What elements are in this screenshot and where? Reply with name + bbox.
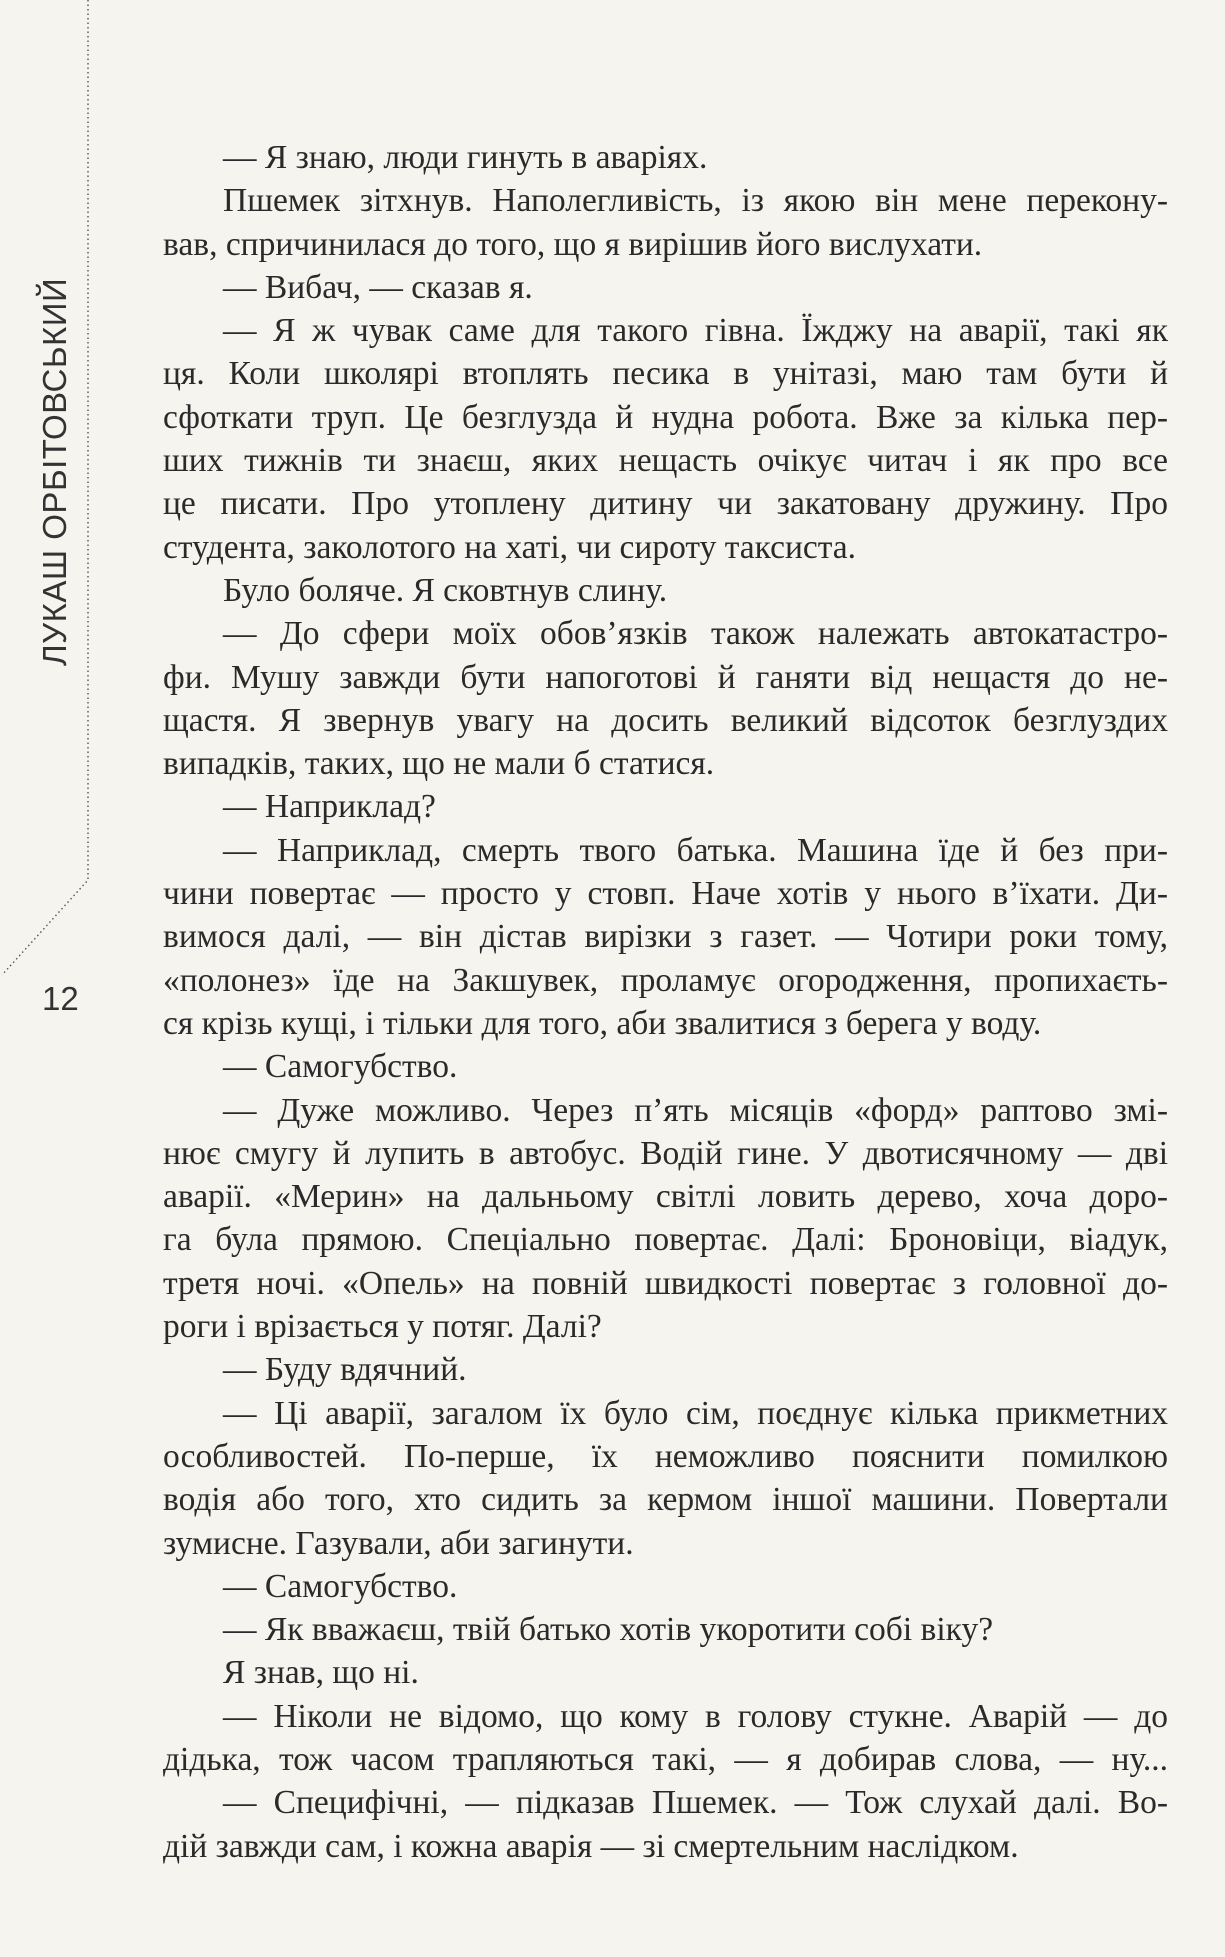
text-line: — Наприклад? — [223, 788, 436, 826]
text-line: аварії. «Мерин» на дальньому світлі ловить дерево, хоча доро- — [163, 1178, 1168, 1216]
text-line: щастя. Я звернув увагу на досить великий відсоток безглуздих — [163, 701, 1168, 739]
text-line: — Специфічні, — підказав Пшемек. — Тож слухай далі. Во- — [223, 1784, 1168, 1822]
text-line: це писати. Про утоплену дитину чи закатовану дружину. Про — [163, 485, 1168, 523]
text-line: нює смугу й лупить в автобус. Водій гине. У двотисячному — дві — [163, 1134, 1168, 1172]
text-line: — Я знаю, люди гинуть в аваріях. — [223, 139, 708, 176]
text-line: Пшемек зітхнув. Наполегливість, із якою він мене перекону- — [223, 182, 1168, 220]
text-line: — Ці аварії, загалом їх було сім, поєднує кілька прикметних — [223, 1394, 1168, 1432]
text-line: ших тижнів ти знаєш, яких нещасть очікує читач і як про все — [163, 442, 1168, 480]
text-line: — До сфери моїх обов’язків також належать автокатастро- — [223, 615, 1168, 653]
text-line: вав, спричинилася до того, що я вирішив його вислухати. — [163, 225, 983, 263]
dotted-divider — [0, 0, 120, 1000]
text-line: фи. Мушу завжди бути напоготові й ганяти від нещастя до не- — [163, 658, 1168, 696]
text-line: ця. Коли школярі втоплять песика в унітазі, маю там бути й — [163, 355, 1168, 393]
text-line: дій завжди сам, і кожна аварія — зі смертельним наслідком. — [163, 1827, 1019, 1865]
text-line: — Буду вдячний. — [223, 1351, 467, 1389]
text-line: — Самогубство. — [223, 1567, 458, 1605]
text-line: — Я ж чувак саме для такого гівна. Їжджу на аварії, такі як — [223, 312, 1168, 350]
text-line: — Як вважаєш, твій батько хотів укоротити собі віку? — [223, 1611, 994, 1649]
text-line: випадків, таких, що не мали б статися. — [163, 745, 715, 783]
text-line: вимося далі, — він дістав вирізки з газет. — Чотири роки тому, — [163, 918, 1168, 956]
text-line: дідька, тож часом трапляються такі, — я добирав слова, — ну... — [163, 1740, 1168, 1778]
text-line: га була прямою. Спеціально повертає. Далі: Броновіци, віадук, — [163, 1221, 1168, 1259]
text-line: — Ніколи не відомо, що кому в голову стукне. Аварій — до — [223, 1697, 1168, 1735]
text-line: зумисне. Газували, аби загинути. — [163, 1524, 634, 1562]
text-line: водія або того, хто сидить за кермом іншої машини. Повертали — [163, 1481, 1168, 1519]
text-line: студента, заколотого на хаті, чи сироту таксиста. — [163, 528, 857, 566]
text-line: — Вибач, — сказав я. — [223, 268, 533, 306]
text-line: особливостей. По-перше, їх неможливо пояснити помилкою — [163, 1437, 1168, 1475]
page-number: 12 — [42, 980, 79, 1017]
text-line: «полонез» їде на Закшувек, проламує огородження, пропихаєть- — [163, 961, 1168, 999]
text-line: ся крізь кущі, і тільки для того, аби звалитися з берега у воду. — [163, 1004, 1042, 1042]
body-text — [163, 136, 1168, 1868]
text-line: роги і врізається у потяг. Далі? — [163, 1308, 602, 1346]
text-line: Було боляче. Я сковтнув слину. — [223, 571, 668, 609]
text-line: сфоткати труп. Це безглузда й нудна робота. Вже за кілька пер- — [163, 398, 1168, 436]
text-line: Я знав, що ні. — [223, 1654, 419, 1692]
text-line: третя ночі. «Опель» на повній швидкості повертає з головної до- — [163, 1264, 1168, 1302]
running-head-author: ЛУКАШ ОРБІТОВСЬКИЙ — [36, 277, 73, 666]
text-line: — Наприклад, смерть твого батька. Машина їде й без при- — [223, 831, 1168, 869]
text-line: чини повертає — просто у стовп. Наче хотів у нього в’їхати. Ди- — [163, 875, 1168, 913]
text-line: — Самогубство. — [223, 1048, 458, 1086]
text-line: — Дуже можливо. Через п’ять місяців «форд» раптово змі- — [223, 1091, 1168, 1129]
